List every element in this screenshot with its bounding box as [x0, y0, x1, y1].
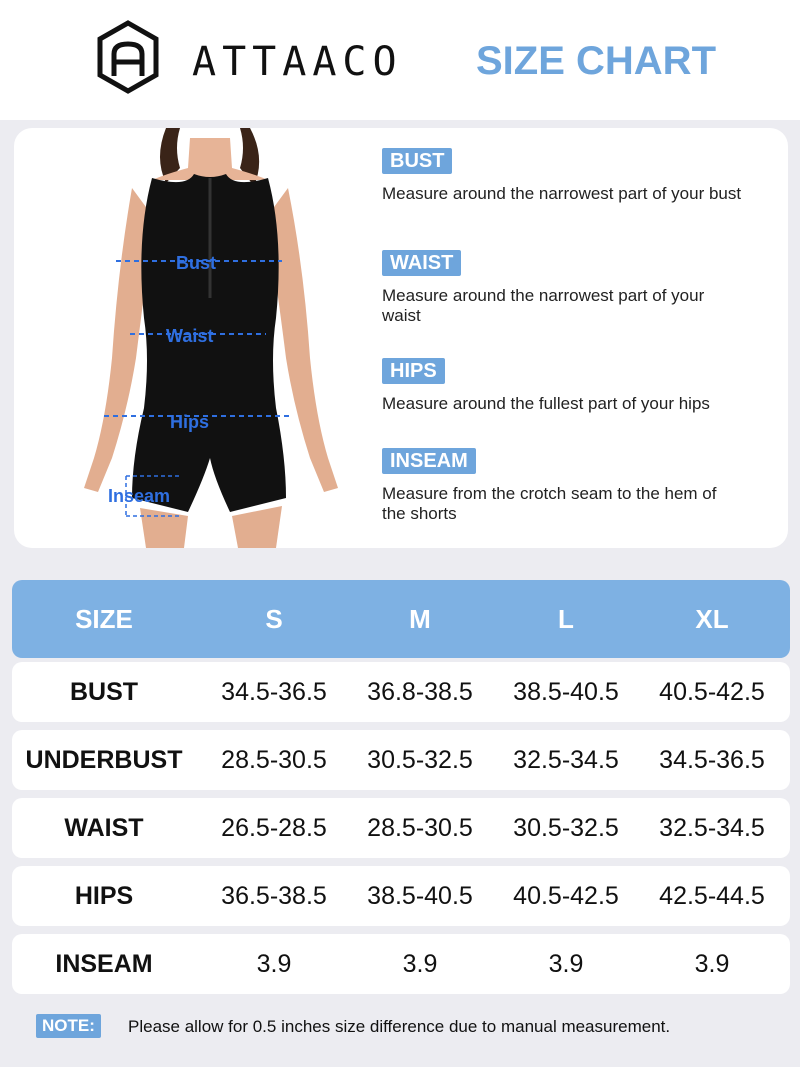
- brand-name: ATTAACO: [192, 39, 403, 85]
- measurement-badge: BUST: [382, 148, 452, 174]
- table-cell: 3.9: [256, 950, 292, 978]
- measurement-description: Measure around the narrowest part of your waist: [382, 286, 705, 325]
- measurement-description: Measure around the narrowest part of your bust: [382, 184, 742, 203]
- table-row: [12, 798, 790, 858]
- table-cell: 36.8-38.5: [367, 678, 473, 706]
- measurement-badge: WAIST: [382, 250, 461, 276]
- note-badge: NOTE:: [36, 1014, 101, 1038]
- header-l: L: [558, 604, 574, 634]
- header: [0, 0, 800, 120]
- measurement-description: Measure from the crotch seam to the hem of the shorts: [382, 484, 717, 523]
- figure-label-bust: Bust: [176, 253, 216, 273]
- table-cell: 40.5-42.5: [659, 678, 765, 706]
- page-title: SIZE CHART: [476, 39, 716, 83]
- row-label: BUST: [69, 678, 139, 706]
- table-row: [12, 662, 790, 722]
- measurement-inseam: [382, 448, 742, 524]
- measurement-badge: HIPS: [382, 358, 445, 384]
- model-figure: [54, 128, 374, 548]
- table-cell: 32.5-34.5: [513, 746, 619, 774]
- measurement-badge: INSEAM: [382, 448, 476, 474]
- table-cell: 30.5-32.5: [513, 814, 619, 842]
- table-cell: 26.5-28.5: [221, 814, 327, 842]
- table-cell: 32.5-34.5: [659, 814, 765, 842]
- table-cell: 34.5-36.5: [221, 678, 327, 706]
- table-cell: 28.5-30.5: [221, 746, 327, 774]
- measurement-hips: [382, 358, 742, 414]
- row-label: INSEAM: [55, 950, 153, 978]
- measurement-bust: [382, 148, 742, 204]
- table-cell: 3.9: [694, 950, 730, 978]
- table-cell: 42.5-44.5: [659, 882, 765, 910]
- figure-label-inseam: Inseam: [108, 486, 171, 506]
- figure-label-hips: Hips: [170, 412, 210, 432]
- header-size: SIZE: [75, 604, 133, 634]
- table-row: [12, 934, 790, 994]
- table-cell: 38.5-40.5: [513, 678, 619, 706]
- row-label: UNDERBUST: [25, 746, 183, 774]
- measurement-guide-panel: [14, 128, 788, 548]
- table-header: [12, 580, 790, 658]
- figure-label-waist: Waist: [166, 326, 214, 346]
- table-cell: 34.5-36.5: [659, 746, 765, 774]
- table-cell: 28.5-30.5: [367, 814, 473, 842]
- measurement-waist: [382, 250, 742, 326]
- table-row: [12, 730, 790, 790]
- table-row: [12, 866, 790, 926]
- note-text: Please allow for 0.5 inches size difference due to manual measurement.: [128, 1017, 671, 1036]
- table-cell: 40.5-42.5: [513, 882, 619, 910]
- hexagon-a-logo-icon: [96, 20, 160, 94]
- header-m: M: [409, 604, 431, 634]
- table-cell: 38.5-40.5: [367, 882, 473, 910]
- measurement-description: Measure around the fullest part of your hips: [382, 394, 710, 413]
- table-cell: 3.9: [402, 950, 438, 978]
- table-cell: 36.5-38.5: [221, 882, 327, 910]
- row-label: HIPS: [74, 882, 134, 910]
- table-cell: 3.9: [548, 950, 584, 978]
- table-cell: 30.5-32.5: [367, 746, 473, 774]
- header-s: S: [265, 604, 283, 634]
- row-label: WAIST: [64, 814, 144, 842]
- header-xl: XL: [695, 604, 729, 634]
